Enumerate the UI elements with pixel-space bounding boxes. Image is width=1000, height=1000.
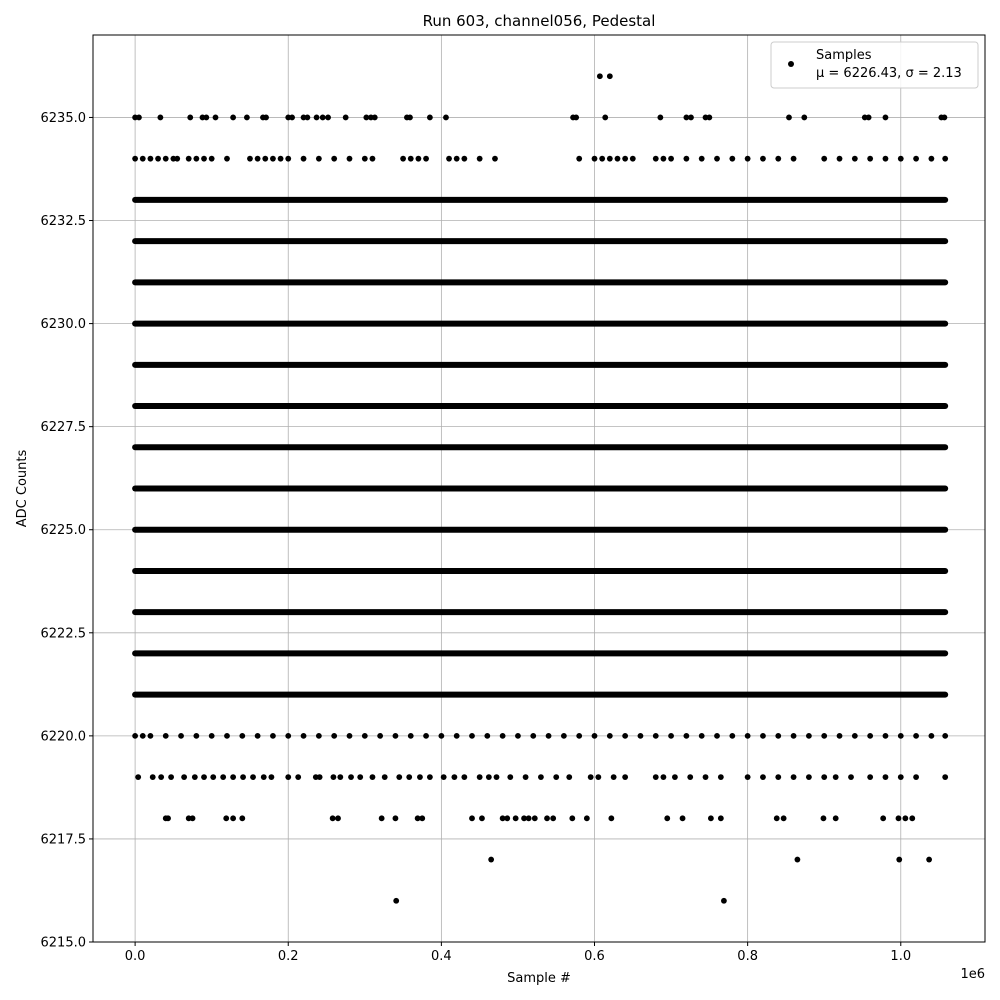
data-point	[852, 156, 858, 162]
data-point	[913, 733, 919, 739]
data-point	[469, 815, 475, 821]
data-point	[745, 156, 751, 162]
data-point	[270, 733, 276, 739]
x-tick-label: 0.6	[584, 949, 605, 964]
data-point	[461, 156, 467, 162]
data-point	[163, 733, 169, 739]
data-point	[745, 733, 751, 739]
data-point	[372, 115, 378, 121]
data-point	[775, 733, 781, 739]
data-point	[155, 156, 161, 162]
data-point	[148, 156, 154, 162]
data-point	[201, 156, 207, 162]
data-point	[569, 815, 575, 821]
data-point	[301, 733, 307, 739]
data-point	[488, 857, 494, 863]
data-point	[902, 815, 908, 821]
data-point	[423, 733, 429, 739]
data-point	[157, 115, 163, 121]
data-point	[791, 733, 797, 739]
data-point	[615, 156, 621, 162]
data-point	[852, 733, 858, 739]
data-point	[896, 815, 902, 821]
data-point	[165, 815, 171, 821]
data-point	[446, 156, 452, 162]
data-point	[400, 156, 406, 162]
data-point	[622, 156, 628, 162]
data-point	[441, 774, 447, 780]
data-point	[538, 774, 544, 780]
data-point	[566, 774, 572, 780]
data-point	[220, 774, 226, 780]
data-point	[683, 733, 689, 739]
data-point	[680, 815, 686, 821]
data-point	[451, 774, 457, 780]
data-point	[867, 156, 873, 162]
data-point	[193, 156, 199, 162]
data-point	[546, 733, 552, 739]
data-point	[348, 774, 354, 780]
data-point	[443, 115, 449, 121]
data-point	[599, 156, 605, 162]
data-point	[795, 857, 801, 863]
data-point	[706, 115, 712, 121]
x-tick-label: 0.0	[124, 949, 146, 964]
y-tick-label: 6225.0	[40, 523, 86, 539]
data-point	[331, 733, 337, 739]
data-point	[622, 774, 628, 780]
data-point	[239, 733, 245, 739]
data-point	[561, 733, 567, 739]
data-point	[504, 815, 510, 821]
legend-marker	[788, 61, 794, 67]
data-point	[178, 733, 184, 739]
data-point	[140, 733, 146, 739]
data-point	[672, 774, 678, 780]
x-tick-label: 0.4	[431, 949, 452, 964]
data-point	[913, 156, 919, 162]
data-point	[708, 815, 714, 821]
data-point	[507, 774, 513, 780]
data-point	[213, 115, 219, 121]
data-point	[653, 733, 659, 739]
data-point	[774, 815, 780, 821]
data-point	[821, 815, 827, 821]
data-point	[718, 815, 724, 821]
data-point	[668, 156, 674, 162]
data-point	[423, 156, 429, 162]
data-point	[821, 733, 827, 739]
y-axis-label: ADC Counts	[15, 449, 30, 528]
data-point	[576, 156, 582, 162]
data-point	[330, 815, 336, 821]
y-tick-label: 6235.0	[40, 110, 86, 126]
data-point	[193, 733, 199, 739]
data-point	[295, 774, 301, 780]
data-point	[148, 733, 154, 739]
data-point	[174, 156, 180, 162]
data-point	[379, 815, 385, 821]
data-point	[721, 898, 727, 904]
data-point	[331, 156, 337, 162]
data-point	[898, 733, 904, 739]
data-point	[607, 733, 613, 739]
data-point	[513, 815, 519, 821]
data-point	[668, 733, 674, 739]
data-point	[687, 774, 693, 780]
data-point	[158, 774, 164, 780]
data-point	[801, 115, 807, 121]
data-point	[370, 774, 376, 780]
data-point	[301, 156, 307, 162]
data-point	[316, 733, 322, 739]
data-point	[407, 115, 413, 121]
data-point	[806, 774, 812, 780]
data-point	[285, 733, 291, 739]
data-point	[419, 815, 425, 821]
points-layer	[132, 73, 948, 903]
data-point	[661, 774, 667, 780]
data-point	[132, 733, 138, 739]
data-point	[544, 815, 550, 821]
data-point	[209, 733, 215, 739]
y-tick-label: 6222.5	[40, 626, 86, 642]
data-point	[408, 733, 414, 739]
data-point	[880, 815, 886, 821]
data-point	[163, 156, 169, 162]
data-point	[703, 774, 709, 780]
data-point	[454, 156, 460, 162]
data-point	[760, 774, 766, 780]
data-point	[729, 733, 735, 739]
data-point	[523, 774, 529, 780]
data-point	[269, 774, 275, 780]
data-point	[867, 774, 873, 780]
data-point	[848, 774, 854, 780]
data-point	[607, 156, 613, 162]
data-point	[588, 774, 594, 780]
data-point	[909, 815, 915, 821]
data-point	[454, 733, 460, 739]
data-point	[883, 115, 889, 121]
data-point	[718, 774, 724, 780]
legend	[771, 42, 978, 88]
data-point	[393, 733, 399, 739]
data-point	[898, 156, 904, 162]
data-point	[608, 815, 614, 821]
data-point	[806, 733, 812, 739]
data-point	[331, 774, 337, 780]
data-point	[515, 733, 521, 739]
data-point	[150, 774, 156, 780]
data-point	[362, 733, 368, 739]
y-tick-label: 6232.5	[40, 214, 86, 230]
chart-title: Run 603, channel056, Pedestal	[422, 12, 656, 30]
data-point	[866, 115, 872, 121]
data-point	[760, 733, 766, 739]
data-point	[532, 815, 538, 821]
data-point	[573, 115, 579, 121]
data-point	[192, 774, 198, 780]
data-point	[494, 774, 500, 780]
x-tick-label: 0.8	[737, 949, 758, 964]
data-point	[417, 774, 423, 780]
data-point	[416, 156, 422, 162]
x-axis-offset-label: 1e6	[960, 967, 985, 982]
data-point	[396, 774, 402, 780]
x-tick-label: 0.2	[277, 949, 299, 964]
data-point	[883, 156, 889, 162]
data-point	[239, 815, 245, 821]
data-point	[584, 815, 590, 821]
data-point	[492, 156, 498, 162]
data-point	[240, 774, 246, 780]
data-point	[370, 156, 376, 162]
data-point	[745, 774, 751, 780]
data-point	[427, 774, 433, 780]
data-point	[592, 156, 598, 162]
data-point	[942, 733, 948, 739]
data-point	[285, 774, 291, 780]
data-point	[486, 774, 492, 780]
data-point	[896, 857, 902, 863]
y-tick-label: 6220.0	[40, 729, 86, 745]
data-point	[526, 815, 532, 821]
data-point	[664, 815, 670, 821]
data-point	[135, 774, 141, 780]
data-point	[929, 733, 935, 739]
data-point	[837, 733, 843, 739]
x-axis-label: Sample #	[507, 971, 571, 986]
data-point	[630, 156, 636, 162]
data-point	[595, 774, 601, 780]
data-point	[699, 156, 705, 162]
data-point	[140, 156, 146, 162]
data-point	[168, 774, 174, 780]
data-point	[278, 156, 284, 162]
data-point	[270, 156, 276, 162]
data-point	[592, 733, 598, 739]
data-point	[622, 733, 628, 739]
data-point	[289, 115, 295, 121]
data-point	[343, 115, 349, 121]
data-point	[255, 156, 261, 162]
data-point	[136, 115, 142, 121]
data-point	[926, 857, 932, 863]
data-point	[187, 115, 193, 121]
data-point	[285, 156, 291, 162]
data-point	[821, 156, 827, 162]
data-point	[382, 774, 388, 780]
data-point	[833, 774, 839, 780]
data-point	[714, 156, 720, 162]
y-tick-label: 6230.0	[40, 317, 86, 333]
data-point	[775, 156, 781, 162]
data-point	[393, 898, 399, 904]
data-point	[837, 156, 843, 162]
data-point	[786, 115, 792, 121]
data-point	[186, 156, 192, 162]
data-point	[500, 733, 506, 739]
data-point	[263, 115, 269, 121]
data-point	[223, 815, 229, 821]
data-point	[230, 815, 236, 821]
data-point	[729, 156, 735, 162]
data-point	[477, 156, 483, 162]
y-tick-label: 6215.0	[40, 935, 86, 951]
data-point	[929, 156, 935, 162]
data-point	[683, 156, 689, 162]
data-point	[638, 733, 644, 739]
data-point	[791, 774, 797, 780]
data-point	[262, 156, 268, 162]
data-point	[550, 815, 556, 821]
data-point	[209, 156, 215, 162]
data-point	[597, 73, 603, 79]
data-point	[427, 115, 433, 121]
data-point	[181, 774, 187, 780]
data-point	[224, 156, 230, 162]
data-point	[657, 115, 663, 121]
data-point	[393, 815, 399, 821]
y-tick-label: 6217.5	[40, 832, 86, 848]
data-point	[477, 774, 483, 780]
data-point	[833, 815, 839, 821]
data-point	[760, 156, 766, 162]
data-point	[406, 774, 412, 780]
data-point	[530, 733, 536, 739]
data-point	[576, 733, 582, 739]
data-point	[203, 115, 209, 121]
data-point	[653, 156, 659, 162]
data-point	[314, 115, 320, 121]
data-point	[438, 733, 444, 739]
data-point	[230, 115, 236, 121]
data-point	[335, 815, 341, 821]
x-tick-label: 1.0	[890, 949, 912, 964]
data-point	[347, 156, 353, 162]
data-point	[942, 115, 948, 121]
data-point	[479, 815, 485, 821]
data-point	[255, 733, 261, 739]
legend-label: Samples	[816, 48, 872, 63]
data-point	[469, 733, 475, 739]
data-point	[661, 156, 667, 162]
data-point	[688, 115, 694, 121]
data-point	[461, 774, 467, 780]
data-point	[337, 774, 343, 780]
data-point	[883, 733, 889, 739]
data-point	[913, 774, 919, 780]
data-point	[484, 733, 490, 739]
data-point	[261, 774, 267, 780]
data-point	[791, 156, 797, 162]
data-point	[357, 774, 363, 780]
data-point	[867, 733, 873, 739]
data-point	[325, 115, 331, 121]
data-point	[883, 774, 889, 780]
data-point	[317, 774, 323, 780]
data-point	[699, 733, 705, 739]
data-point	[201, 774, 207, 780]
data-point	[224, 733, 230, 739]
data-point	[316, 156, 322, 162]
data-point	[602, 115, 608, 121]
data-point	[898, 774, 904, 780]
data-point	[611, 774, 617, 780]
legend-stats-label: μ = 6226.43, σ = 2.13	[816, 66, 962, 81]
data-point	[247, 156, 253, 162]
data-point	[653, 774, 659, 780]
data-point	[377, 733, 383, 739]
data-point	[304, 115, 310, 121]
data-point	[244, 115, 250, 121]
data-point	[607, 73, 613, 79]
data-point	[942, 774, 948, 780]
data-point	[714, 733, 720, 739]
legend-box	[771, 42, 978, 88]
data-point	[362, 156, 368, 162]
y-tick-label: 6227.5	[40, 420, 86, 436]
data-point	[320, 115, 326, 121]
data-point	[942, 156, 948, 162]
data-point	[210, 774, 216, 780]
data-point	[781, 815, 787, 821]
data-point	[408, 156, 414, 162]
data-point	[347, 733, 353, 739]
data-point	[230, 774, 236, 780]
data-point	[132, 156, 138, 162]
data-point	[821, 774, 827, 780]
data-point	[190, 815, 196, 821]
data-point	[775, 774, 781, 780]
data-point	[250, 774, 256, 780]
data-point	[553, 774, 559, 780]
